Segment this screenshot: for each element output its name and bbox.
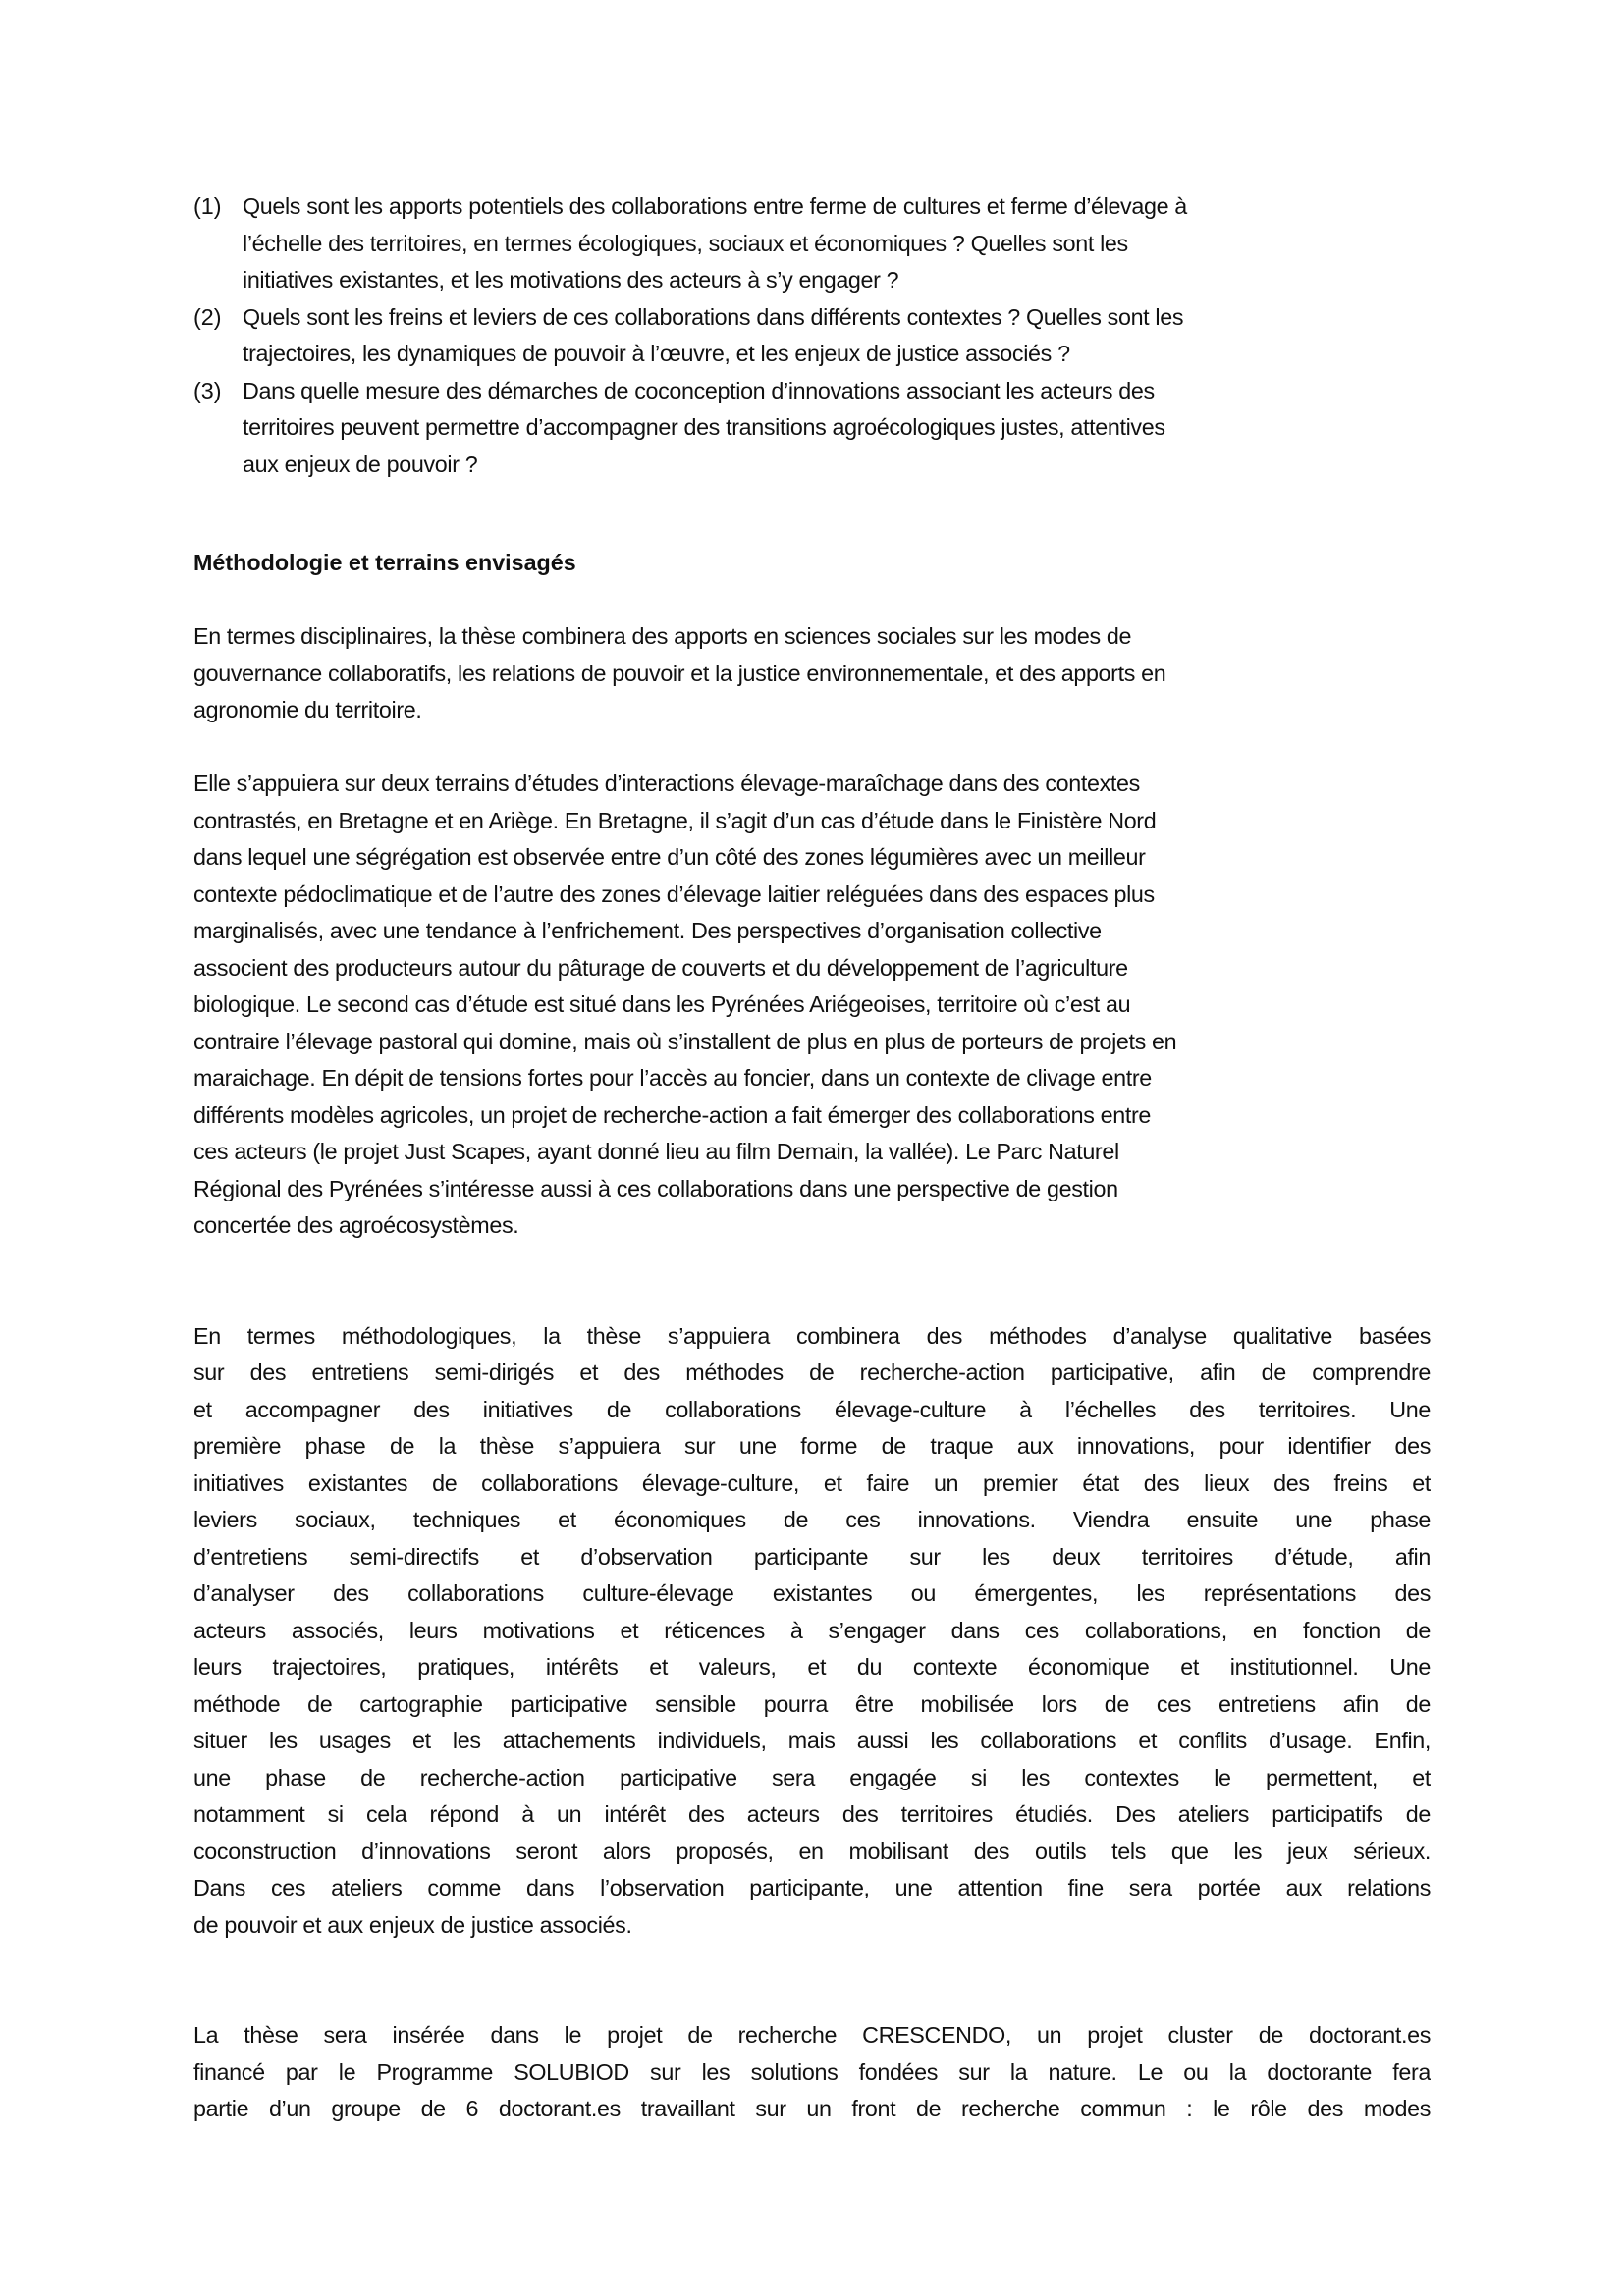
text-line: acteurs associés, leurs motivations et réticences à s’engager dans ces collaborations, en fonction de	[193, 1617, 1431, 1643]
text-line: situer les usages et les attachements individuels, mais aussi les collaborations et conflits d’usage. Enfin,	[193, 1728, 1431, 1753]
list-marker: (2)	[193, 303, 222, 330]
text-line: et accompagner des initiatives de collaborations élevage-culture à l’échelles des territoires. Une	[193, 1396, 1431, 1422]
text-line: maraichage. En dépit de tensions fortes pour l’accès au foncier, dans un contexte de clivage entre	[193, 1065, 1152, 1091]
paragraph-methods	[193, 1318, 1431, 1945]
text-line: leviers sociaux, techniques et économiques de ces innovations. Viendra ensuite une phase	[193, 1507, 1431, 1532]
text-line: d’analyser des collaborations culture-élevage existantes ou émergentes, les représentations des	[193, 1580, 1431, 1606]
text-line: initiatives existantes de collaborations élevage-culture, et faire un premier état des lieux des freins et	[193, 1469, 1431, 1496]
document-page	[193, 188, 1431, 2128]
text-line: En termes méthodologiques, la thèse s’appuiera combinera des méthodes d’analyse qualitative basées	[193, 1322, 1431, 1349]
text-line: contraire l’élevage pastoral qui domine, mais où s’installent de plus en plus de porteurs de projets en	[193, 1028, 1177, 1054]
paragraph-disciplines	[193, 618, 1431, 729]
text-line: ces acteurs (le projet Just Scapes, ayant donné lieu au film Demain, la vallée). Le Parc Naturel	[193, 1139, 1119, 1164]
research-question-3	[193, 373, 1431, 484]
text-line: d’entretiens semi-directifs et d’observation participante sur les deux territoires d’étude, afin	[193, 1543, 1431, 1570]
text-line: méthode de cartographie participative sensible pourra être mobilisée lors de ces entretiens afin de	[193, 1690, 1431, 1717]
text-line: de pouvoir et aux enjeux de justice associés.	[193, 1911, 632, 1938]
text-line: notamment si cela répond à un intérêt des acteurs des territoires étudiés. Des ateliers participatifs de	[193, 1801, 1431, 1827]
text-line: agronomie du territoire.	[193, 697, 422, 722]
research-question-2	[193, 299, 1431, 373]
paragraph-crescendo	[193, 2017, 1431, 2128]
text-line: dans lequel une ségrégation est observée entre d’un côté des zones légumières avec un meilleur	[193, 844, 1146, 870]
paragraph-terrains	[193, 766, 1431, 1245]
text-line: aux enjeux de pouvoir ?	[243, 451, 478, 477]
research-question-1	[193, 188, 1431, 299]
text-line: financé par le Programme SOLUBIOD sur les solutions fondées sur la nature. Le ou la doctorante fera	[193, 2058, 1431, 2085]
text-line: Dans quelle mesure des démarches de coconception d’innovations associant les acteurs des	[243, 377, 1155, 403]
text-line: biologique. Le second cas d’étude est situé dans les Pyrénées Ariégeoises, territoire où c’est au	[193, 991, 1131, 1017]
text-line: Quels sont les apports potentiels des collaborations entre ferme de cultures et ferme d’élevage à	[243, 193, 1187, 219]
text-line: gouvernance collaboratifs, les relations de pouvoir et la justice environnementale, et des apports en	[193, 660, 1166, 686]
text-line: territoires peuvent permettre d’accompagner des transitions agroécologiques justes, attentives	[243, 414, 1165, 440]
text-line: différents modèles agricoles, un projet de recherche-action a fait émerger des collaborations entre	[193, 1101, 1152, 1128]
text-line: contrastés, en Bretagne et en Ariège. En Bretagne, il s’agit d’un cas d’étude dans le Finistère Nord	[193, 807, 1157, 833]
text-line: sur des entretiens semi-dirigés et des méthodes de recherche-action participative, afin de comprendre	[193, 1360, 1431, 1385]
text-line: initiatives existantes, et les motivations des acteurs à s’y engager ?	[243, 267, 899, 293]
text-line: En termes disciplinaires, la thèse combinera des apports en sciences sociales sur les modes de	[193, 623, 1132, 649]
text-line: La thèse sera insérée dans le projet de recherche CRESCENDO, un projet cluster de doctorant.es	[193, 2022, 1431, 2048]
text-line: trajectoires, les dynamiques de pouvoir à l’œuvre, et les enjeux de justice associés ?	[243, 341, 1070, 366]
text-line: Quels sont les freins et leviers de ces collaborations dans différents contextes ? Quelles sont les	[243, 303, 1184, 330]
text-line: coconstruction d’innovations seront alors proposés, en mobilisant des outils tels que les jeux sérieux.	[193, 1838, 1431, 1864]
text-line: leurs trajectoires, pratiques, intérêts et valeurs, et du contexte économique et institutionnel. Une	[193, 1654, 1431, 1680]
text-line: une phase de recherche-action participative sera engagée si les contextes le permettent, et	[193, 1764, 1431, 1790]
text-line: Dans ces ateliers comme dans l’observation participante, une attention fine sera portée aux relations	[193, 1875, 1431, 1900]
text-line: l’échelle des territoires, en termes écologiques, sociaux et économiques ? Quelles sont les	[243, 230, 1128, 256]
section-heading: Méthodologie et terrains envisagés	[193, 550, 576, 575]
text-line: Régional des Pyrénées s’intéresse aussi à ces collaborations dans une perspective de gestion	[193, 1175, 1118, 1201]
list-marker: (3)	[193, 377, 222, 403]
research-questions-list	[193, 188, 1431, 483]
text-line: Elle s’appuiera sur deux terrains d’études d’interactions élevage-maraîchage dans des contextes	[193, 771, 1140, 796]
text-line: concertée des agroécosystèmes.	[193, 1212, 519, 1238]
text-line: contexte pédoclimatique et de l’autre des zones d’élevage laitier reléguées dans des espaces plus	[193, 881, 1155, 907]
text-line: marginalisés, avec une tendance à l’enfrichement. Des perspectives d’organisation collective	[193, 918, 1102, 943]
text-line: partie d’un groupe de 6 doctorant.es travaillant sur un front de recherche commun : le rôle des modes	[193, 2096, 1431, 2121]
list-marker: (1)	[193, 193, 222, 219]
text-line: première phase de la thèse s’appuiera sur une forme de traque aux innovations, pour identifier des	[193, 1433, 1431, 1459]
text-line: associent des producteurs autour du pâturage de couverts et du développement de l’agriculture	[193, 954, 1128, 981]
